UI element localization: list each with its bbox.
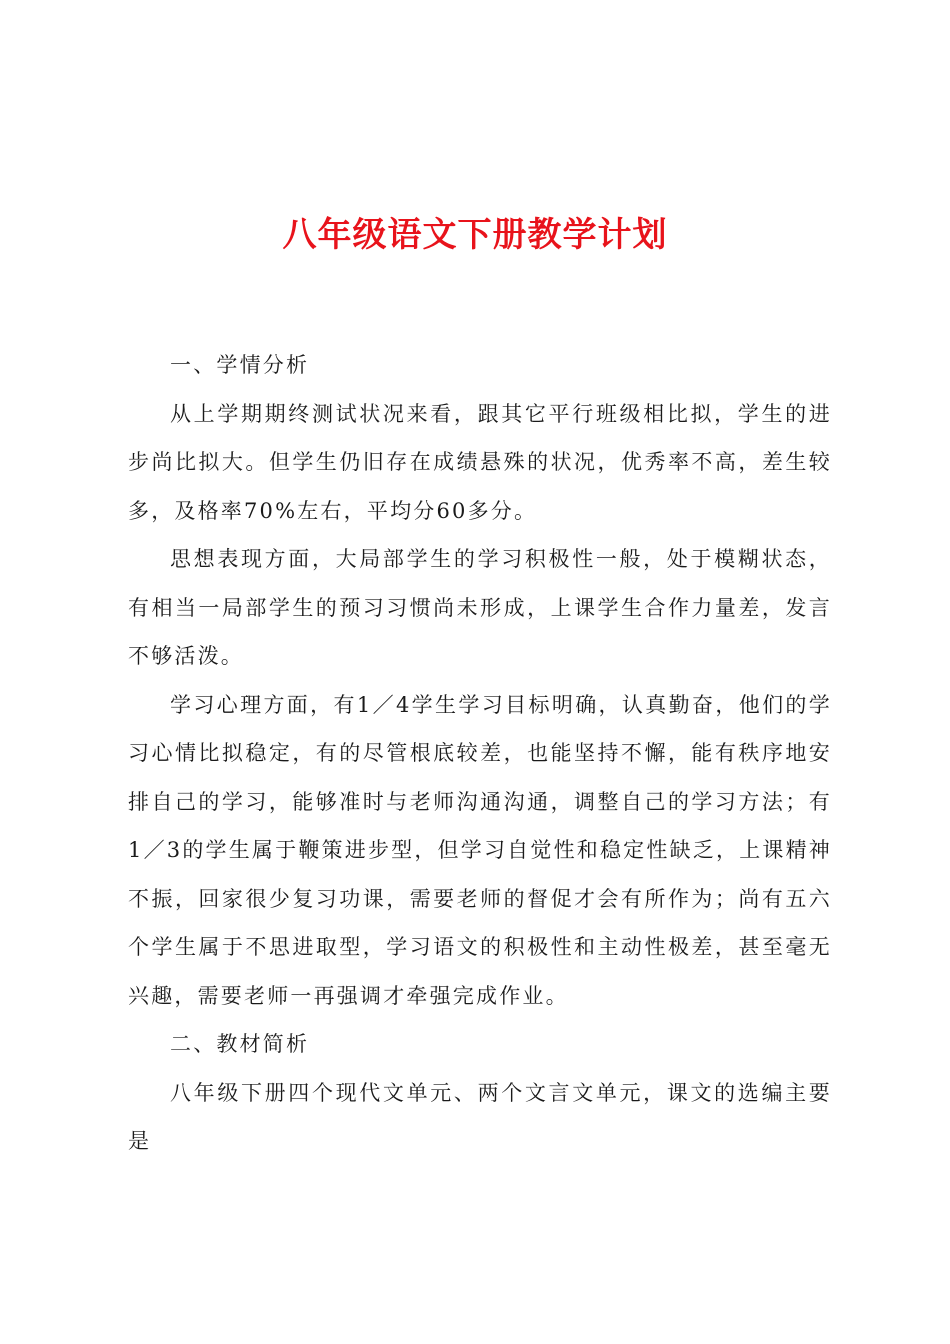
paragraph-attitude: 思想表现方面，大局部学生的学习积极性一般，处于模糊状态，有相当一局部学生的预习习惯尚未形成，上课学生合作力量差，发言不够活泼。 — [128, 547, 832, 668]
paragraph-learning-psychology: 学习心理方面，有1／4学生学习目标明确，认真勤奋，他们的学习心情比拟稳定，有的尽管根底较差，也能坚持不懈，能有秩序地安排自己的学习，能够准时与老师沟通沟通，调整自己的学习方法；有1／3的学生属于鞭策进步型，但学习自觉性和稳定性缺乏，上课精神不振，回家很少复习功课，需要老师的督促才会有所作为；尚有五六个学生属于不思进取型，学习语文的积极性和主动性极差，甚至毫无兴趣，需要老师一再强调才牵强完成作业。 — [128, 692, 832, 1008]
section-heading-learning-analysis: 一、学情分析 — [170, 353, 310, 377]
paragraph-textbook: 八年级下册四个现代文单元、两个文言文单元，课文的选编主要是 — [128, 1080, 832, 1153]
paragraph-exam-results: 从上学期期终测试状况来看，跟其它平行班级相比拟，学生的进步尚比拟大。但学生仍旧存在成绩悬殊的状况，优秀率不高，差生较多，及格率70%左右，平均分60多分。 — [128, 401, 832, 523]
document-body — [128, 341, 832, 1166]
section-heading-textbook-analysis: 二、教材简析 — [170, 1032, 310, 1056]
document-title: 八年级语文下册教学计划 — [282, 215, 668, 255]
